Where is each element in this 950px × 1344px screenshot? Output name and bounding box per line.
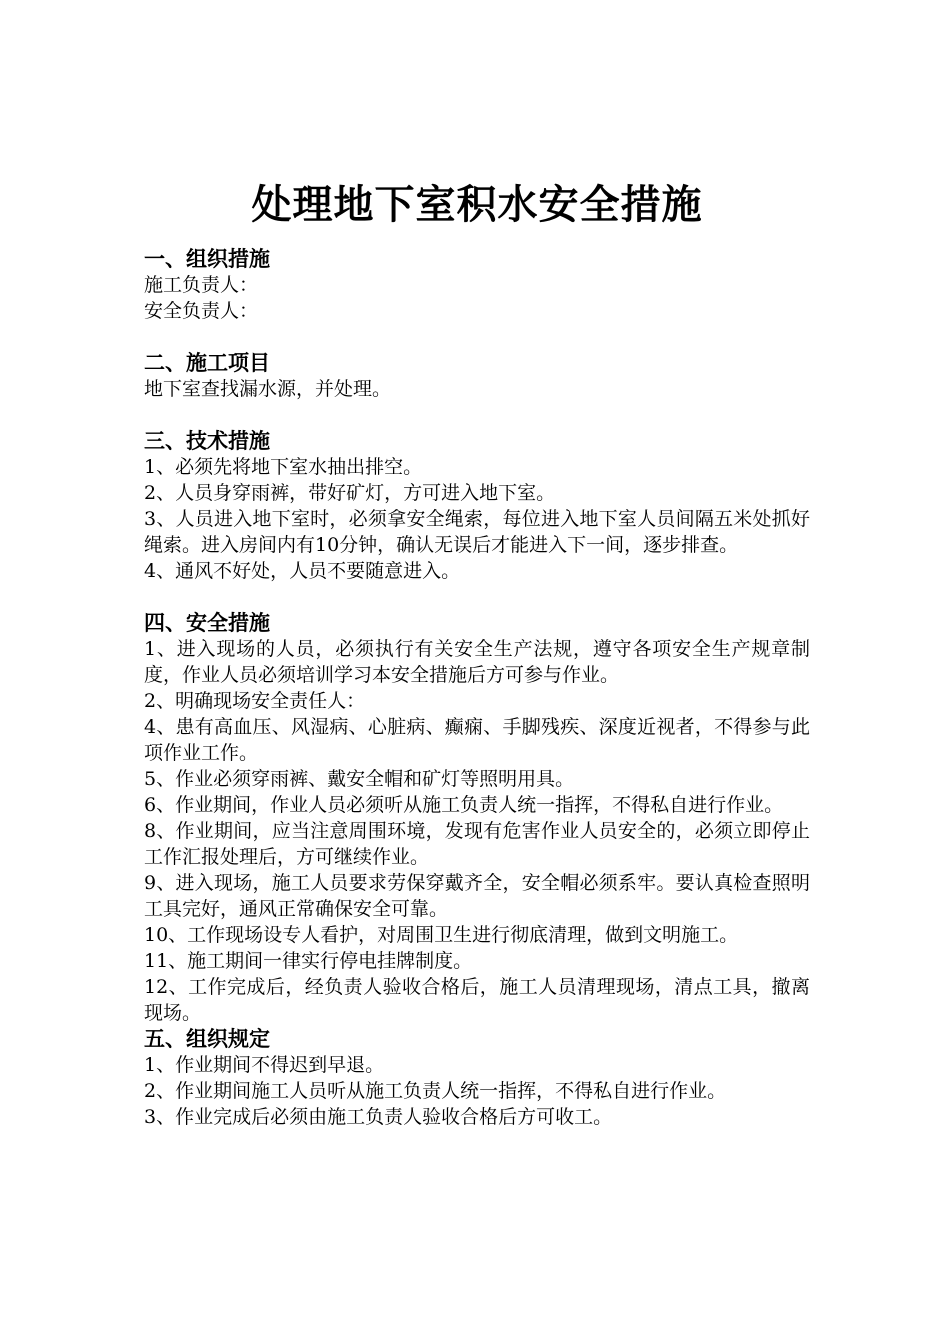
paragraph-line: 地下室查找漏水源，并处理。 (144, 378, 392, 400)
paragraph-line: 8、作业期间，应当注意周围环境，发现有危害作业人员安全的，必须立即停止工作汇报处理后，方可继续作业。 (144, 820, 810, 868)
paragraph-line: 安全负责人： (144, 300, 259, 322)
paragraph-line: 2、明确现场安全责任人： (144, 690, 366, 712)
paragraph-line: 11、施工期间一律实行停电挂牌制度。 (144, 950, 473, 972)
paragraph-line: 10、工作现场设专人看护，对周围卫生进行彻底清理，做到文明施工。 (144, 924, 739, 946)
paragraph-line: 5、作业必须穿雨裤、戴安全帽和矿灯等照明用具。 (144, 768, 575, 790)
paragraph-line: 1、必须先将地下室水抽出排空。 (144, 456, 423, 478)
section-project (144, 350, 810, 402)
paragraph-line: 2、作业期间施工人员听从施工负责人统一指挥，不得私自进行作业。 (144, 1080, 727, 1102)
paragraph-line: 3、作业完成后必须由施工负责人验收合格后方可收工。 (144, 1106, 613, 1128)
paragraph-line: 施工负责人： (144, 274, 259, 296)
document-page (144, 178, 810, 1130)
paragraph-line: 4、通风不好处，人员不要随意进入。 (144, 560, 461, 582)
paragraph-line: 2、人员身穿雨裤，带好矿灯，方可进入地下室。 (144, 482, 556, 504)
paragraph-line: 9、进入现场，施工人员要求劳保穿戴齐全，安全帽必须系牢。要认真检查照明工具完好，通风正常确保安全可靠。 (144, 872, 810, 920)
paragraph-line: 3、人员进入地下室时，必须拿安全绳索，每位进入地下室人员间隔五米处抓好绳索。进入房间内有10分钟，确认无误后才能进入下一间，逐步排查。 (144, 508, 810, 556)
section-regulations (144, 1026, 810, 1130)
section-organization (144, 246, 810, 324)
section-heading: 五、组织规定 (144, 1027, 270, 1051)
paragraph-line: 1、进入现场的人员，必须执行有关安全生产法规，遵守各项安全生产规章制度，作业人员必须培训学习本安全措施后方可参与作业。 (144, 638, 810, 686)
section-heading: 四、安全措施 (144, 611, 270, 635)
section-safety (144, 610, 810, 1026)
section-heading: 一、组织措施 (144, 247, 270, 271)
document-title: 处理地下室积水安全措施 (251, 182, 703, 228)
section-heading: 三、技术措施 (144, 429, 270, 453)
paragraph-line: 1、作业期间不得迟到早退。 (144, 1054, 385, 1076)
section-technical (144, 428, 810, 584)
paragraph-line: 4、患有高血压、风湿病、心脏病、癫痫、手脚残疾、深度近视者，不得参与此项作业工作。 (144, 716, 810, 764)
section-heading: 二、施工项目 (144, 351, 270, 375)
paragraph-line: 6、作业期间，作业人员必须听从施工负责人统一指挥，不得私自进行作业。 (144, 794, 784, 816)
paragraph-line: 12、工作完成后，经负责人验收合格后，施工人员清理现场，清点工具，撤离现场。 (144, 976, 810, 1024)
